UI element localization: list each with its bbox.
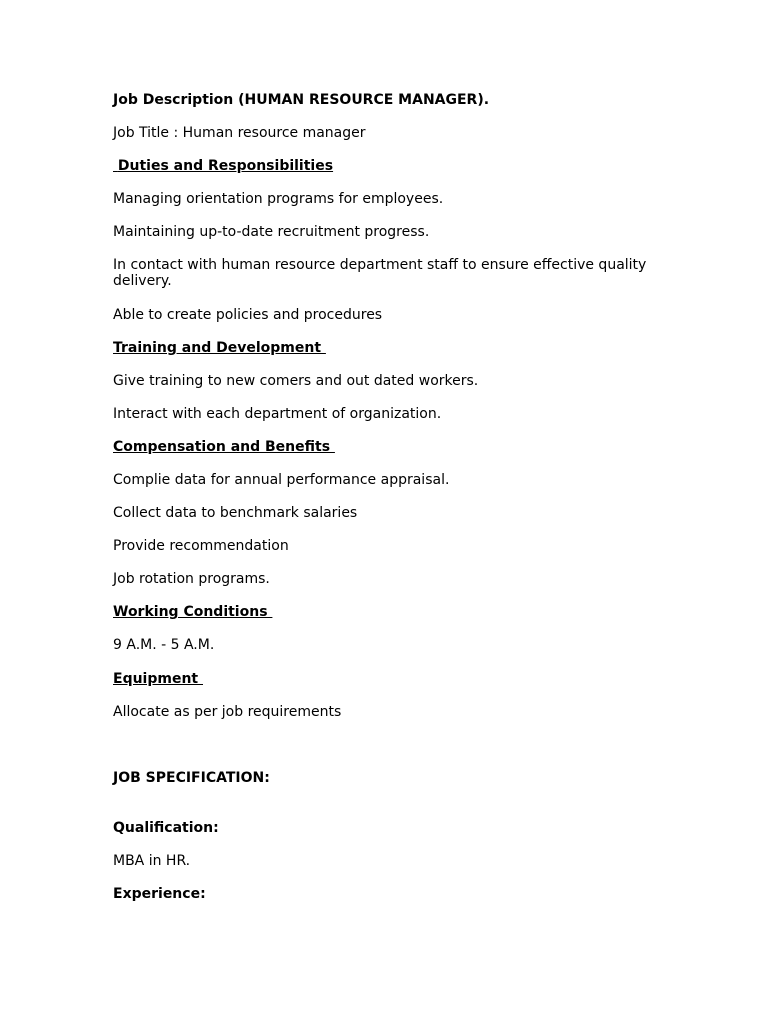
experience-label: Experience: (113, 886, 206, 902)
training-item: Interact with each department of organization. (113, 406, 442, 422)
document-title: Job Description (HUMAN RESOURCE MANAGER). (113, 92, 490, 108)
compensation-heading: Compensation and Benefits (113, 439, 335, 455)
working-conditions-item: 9 A.M. - 5 A.M. (113, 637, 215, 653)
duty-item: In contact with human resource department staff to ensure effective quality delivery. (113, 257, 651, 289)
training-heading: Training and Development (113, 340, 326, 356)
qualification-value: MBA in HR. (113, 853, 191, 869)
equipment-heading: Equipment (113, 671, 203, 687)
equipment-item: Allocate as per job requirements (113, 704, 342, 720)
job-title-line: Job Title : Human resource manager (113, 125, 366, 141)
compensation-item: Collect data to benchmark salaries (113, 505, 358, 521)
duty-item: Able to create policies and procedures (113, 307, 383, 323)
duty-item: Maintaining up-to-date recruitment progress. (113, 224, 430, 240)
qualification-label: Qualification: (113, 820, 219, 836)
duties-heading: Duties and Responsibilities (113, 158, 334, 174)
working-conditions-heading: Working Conditions (113, 604, 273, 620)
compensation-item: Provide recommendation (113, 538, 289, 554)
job-specification-heading: JOB SPECIFICATION: (113, 770, 270, 786)
training-item: Give training to new comers and out dated workers. (113, 373, 479, 389)
duty-item: Managing orientation programs for employees. (113, 191, 444, 207)
compensation-item: Complie data for annual performance appraisal. (113, 472, 450, 488)
compensation-item: Job rotation programs. (113, 571, 270, 587)
